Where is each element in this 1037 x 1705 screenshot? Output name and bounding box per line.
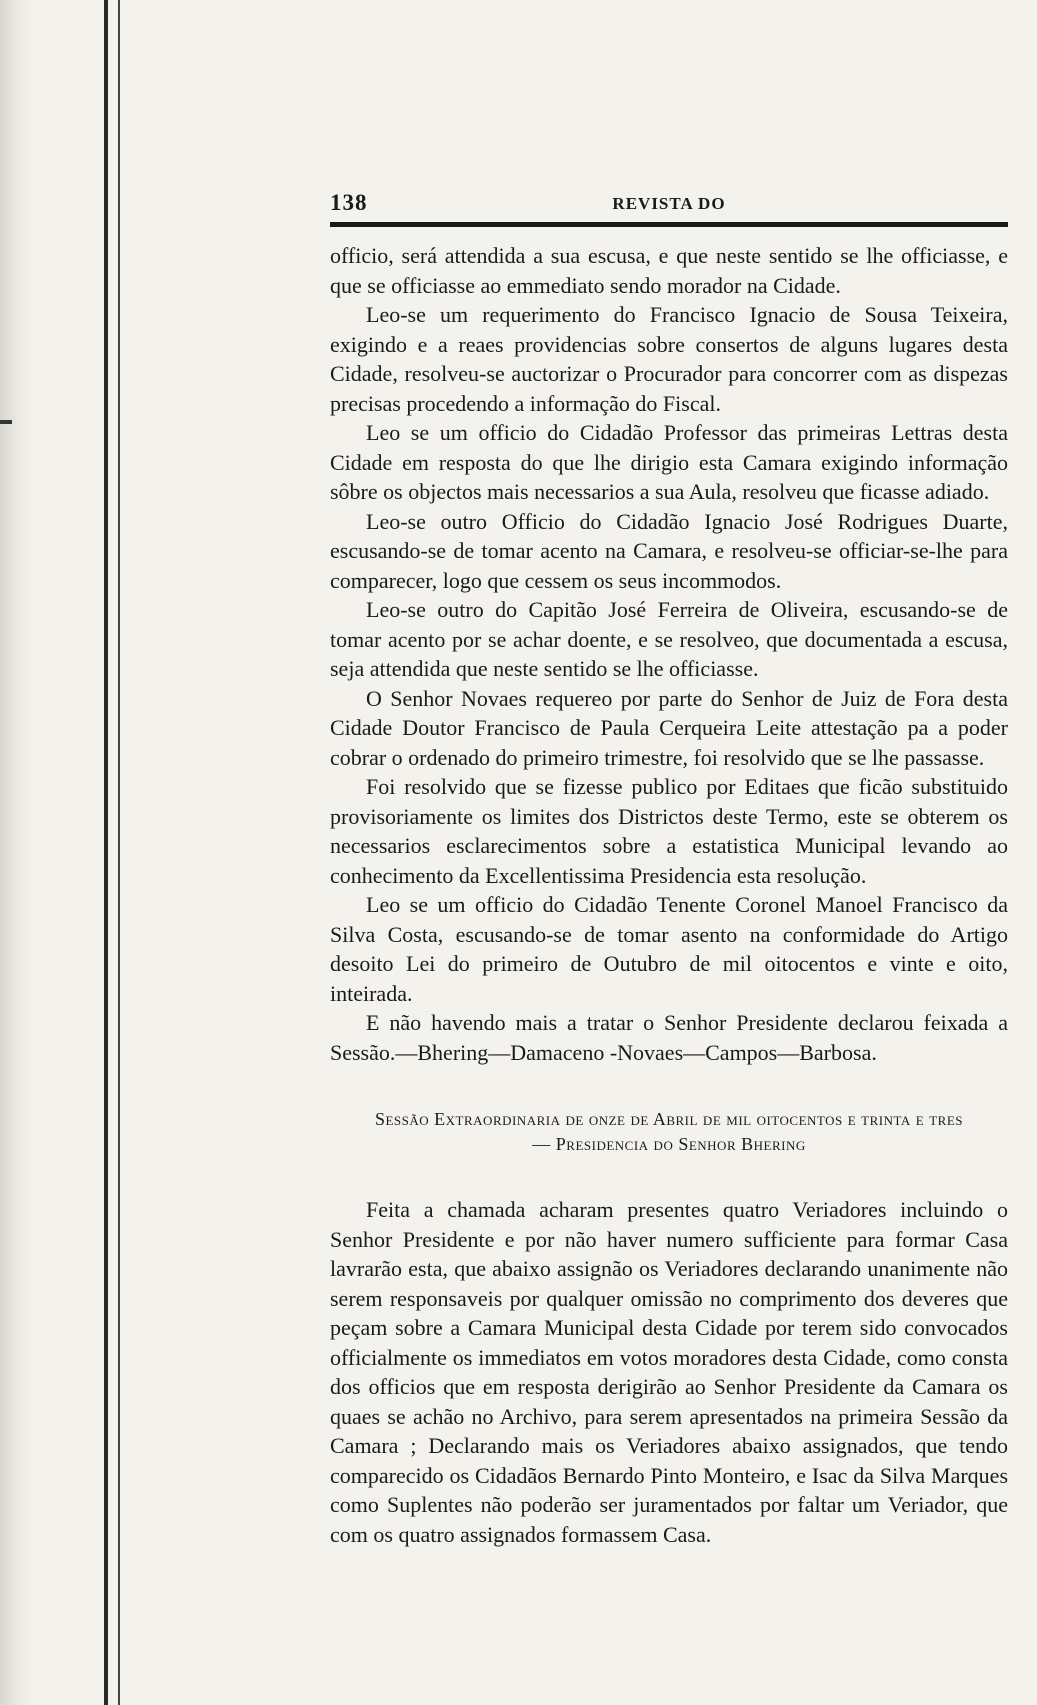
binding-edge-line-inner [118, 0, 120, 1705]
section-paragraph: Feita a chamada acharam presentes quatro Veriadores incluindo o Senhor Presidente e por não haver numero sufficiente para formar Casa lavrarão esta, que abaixo assignão os Veriadores declarando unanimente não serem responsaveis por qualquer omissão no comprimento dos deveres que peçam sobre a Camara Municipal desta Cidade por terem sido convocados officialmente os immediatos em votos moradores desta Cidade, como consta dos officios que em resposta derigirão ao Senhor Presidente da Camara os quaes se achão no Archivo, para serem apresentados na primeira Sessão da Camara ; Declarando mais os Veriadores abaixo assignados, que tendo comparecido os Cidadãos Bernardo Pinto Monteiro, e Isac da Silva Marques como Suplentes não poderão ser juramentados por faltar um Veriador, que com os quatro assignados formassem Casa. [330, 1197, 1008, 1547]
paragraph: officio, será attendida a sua escusa, e que neste sentido se lhe officiasse, e que se officiasse ao emmediato sendo morador na Cidade. [330, 243, 1008, 298]
margin-mark [0, 420, 12, 424]
page-header [330, 190, 1008, 220]
paragraph: Foi resolvido que se fizesse publico por Editaes que ficão substituido provisoriamente os limites dos Districtos deste Termo, este se obterem os necessarios esclarecimentos sobre a estatistica Municipal levando ao conhecimento da Excellentissima Presidencia esta resolução. [330, 774, 1008, 888]
paragraph: Leo se um officio do Cidadão Tenente Coronel Manoel Francisco da Silva Costa, escusando-se de tomar asento na conformidade do Artigo desoito Lei do primeiro de Outubro de mil oitocentos e vinte e oito, inteirada. [330, 892, 1008, 1006]
paragraph: E não havendo mais a tratar o Senhor Presidente declarou feixada a Sessão.—Bhering—Damaceno -Novaes—Campos—Barbosa. [330, 1010, 1008, 1065]
section-heading-line-1: Sessão Extraordinaria de onze de Abril de mil oitocentos e trinta e tres [374, 1109, 964, 1129]
binding-edge-line [104, 0, 108, 1705]
page-content [330, 190, 1008, 1549]
section-heading [330, 1107, 1008, 1157]
page-number: 138 [330, 190, 368, 215]
paragraph: Leo-se outro do Capitão José Ferreira de Oliveira, escusando-se de tomar acento por se achar doente, e se resolveo, que documentada a escusa, seja attendida que neste sentido se lhe officiasse. [330, 597, 1008, 681]
paragraph: O Senhor Novaes requereo por parte do Senhor de Juiz de Fora desta Cidade Doutor Francisco de Paula Cerqueira Leite attestação pa a poder cobrar o ordenado do primeiro trimestre, foi resolvido que se lhe passasse. [330, 685, 1008, 770]
running-head: REVISTA DO [612, 194, 726, 213]
header-rule [330, 222, 1008, 227]
section-heading-line-2: — Presidencia do Senhor Bhering [532, 1134, 806, 1154]
page-gutter [0, 0, 34, 1705]
paragraph: Leo-se um requerimento do Francisco Ignacio de Sousa Teixeira, exigindo e a reaes providencias sobre consertos de alguns lugares desta Cidade, resolveu-se auctorizar o Procurador para concorrer com as dispezas precisas procedendo a informação do Fiscal. [330, 302, 1008, 416]
paragraph: Leo-se outro Officio do Cidadão Ignacio José Rodrigues Duarte, escusando-se de tomar acento na Camara, e resolveu-se officiar-se-lhe para comparecer, logo que cessem os seus incommodos. [330, 508, 1008, 593]
paragraph: Leo se um officio do Cidadão Professor das primeiras Lettras desta Cidade em resposta do que lhe dirigio esta Camara exigindo informação sôbre os objectos mais necessarios a sua Aula, resolveu que ficasse adiado. [330, 420, 1008, 504]
